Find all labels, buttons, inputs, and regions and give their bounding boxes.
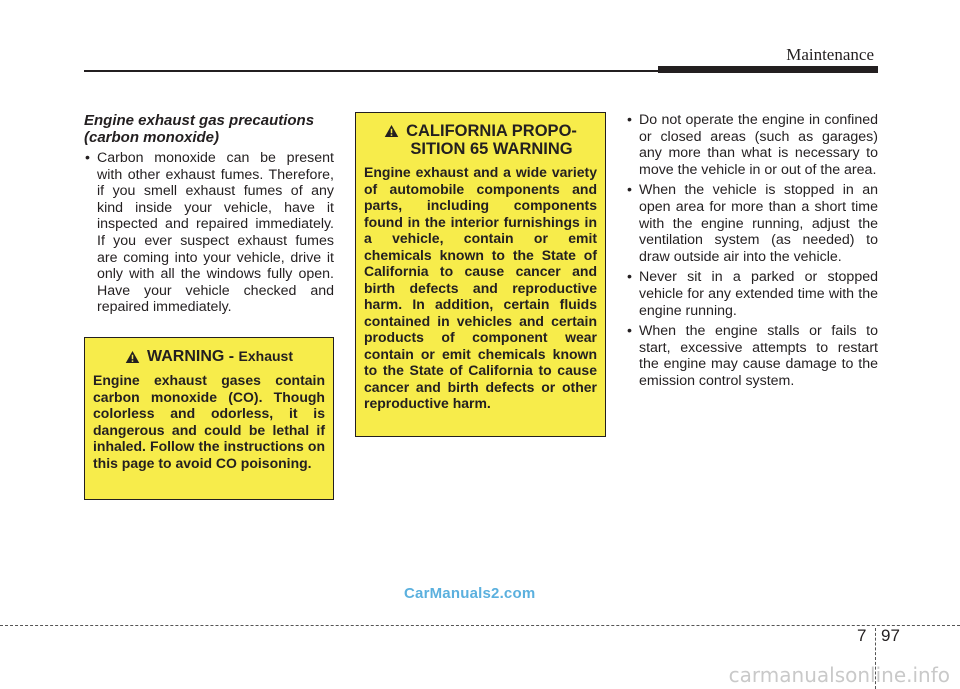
list-item: • Carbon monoxide can be present with other exhaust fumes. Therefore, if you smell exhaust fumes of any kind inside your vehicle, have it inspected and repaired immediately. If you ever suspect exhaust fumes are coming into your vehicle, drive it only with all the windows fully open. Have your vehicle checked and repaired immediately. xyxy=(84,150,334,316)
warning-prop65-box xyxy=(355,112,606,437)
header-title: Maintenance xyxy=(786,45,874,64)
warning-exhaust-body: Engine exhaust gases contain carbon monoxide (CO). Though colorless and odorless, it is dangerous and could be lethal if inhaled. Follow the instructions on this page to avoid CO poisoning. xyxy=(93,372,325,471)
warning-exhaust-label: WARNING - xyxy=(146,348,235,365)
warning-exhaust-subtitle: Exhaust xyxy=(238,348,294,364)
warning-exhaust-box xyxy=(84,337,334,500)
page-number: 97 xyxy=(881,626,900,645)
warning-prop65-body: Engine exhaust and a wide variety of automobile components and parts, including components found in the interior furnishings in a vehicle, contain or emit chemicals known to the State of California to cause cancer and birth defects and reproductive harm. In addition, certain fluids contained in vehicles and certain products of component wear contain or emit chemicals known to the State of California to cause cancer and birth defects or other reproductive harm. xyxy=(364,164,597,411)
list-item: • When the vehicle is stopped in an open area for more than a short time with the engine running, adjust the ventilation system (as needed) to draw outside air into the vehicle. xyxy=(626,182,878,265)
warning-exhaust-title xyxy=(85,348,333,366)
watermark-link[interactable]: CarManuals2.com xyxy=(404,585,536,602)
footer-rule xyxy=(0,625,960,626)
chapter-number: 7 xyxy=(857,626,867,645)
engine-bullet-list xyxy=(626,112,878,394)
footer-site-watermark: carmanualsonline.info xyxy=(728,663,950,687)
warning-triangle-icon xyxy=(125,350,140,364)
list-item: • Never sit in a parked or stopped vehicle for any extended time with the engine running. xyxy=(626,269,878,319)
warning-prop65-title xyxy=(356,122,605,158)
header-rule xyxy=(84,70,662,72)
section-heading-line2: (carbon monoxide) xyxy=(84,129,220,146)
header-rule-accent xyxy=(658,66,878,73)
section-heading xyxy=(84,112,334,146)
co-bullet-list xyxy=(84,150,334,316)
list-item: • Do not operate the engine in confined or closed areas (such as garages) any more than what is necessary to move the vehicle in or out of the area. xyxy=(626,112,878,178)
warning-prop65-title-line2: SITION 65 WARNING xyxy=(410,140,573,158)
warning-triangle-icon xyxy=(384,124,399,138)
list-item: • When the engine stalls or fails to start, excessive attempts to restart the engine may cause damage to the emission control system. xyxy=(626,323,878,389)
section-heading-line1: Engine exhaust gas precautions xyxy=(84,112,315,129)
warning-prop65-title-line1: CALIFORNIA PROPO- xyxy=(406,122,577,140)
